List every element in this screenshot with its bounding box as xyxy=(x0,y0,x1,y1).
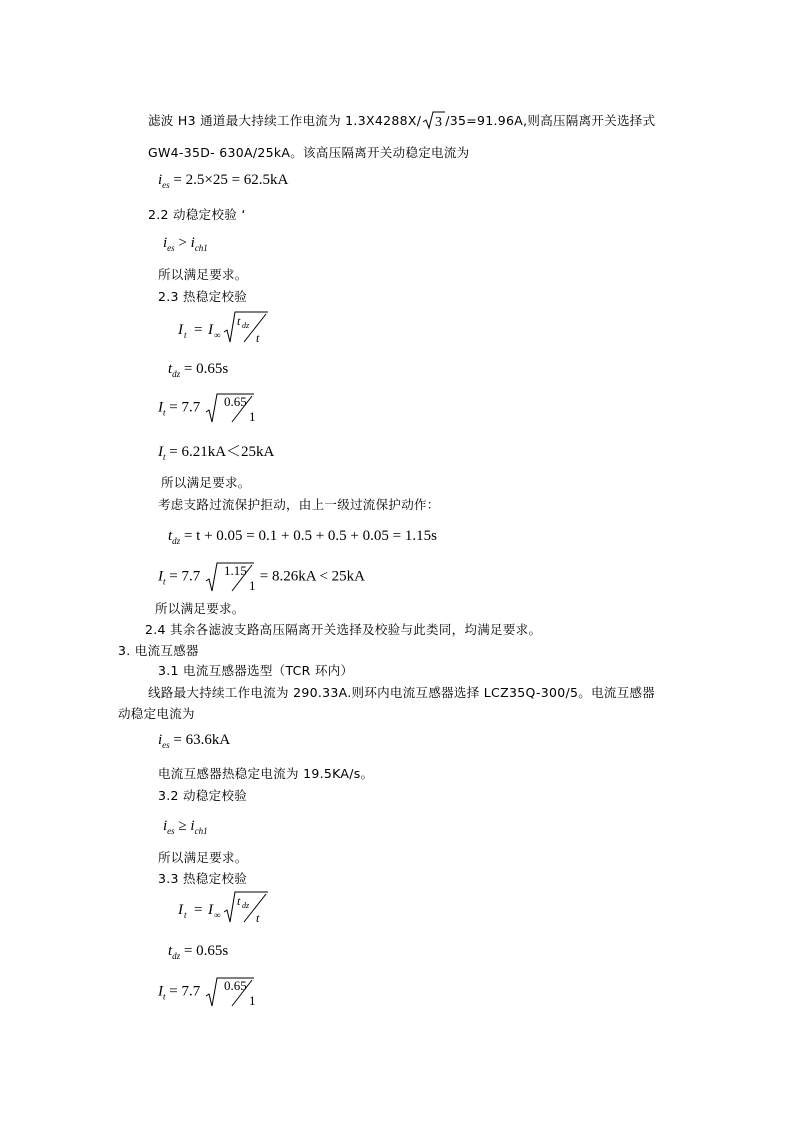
svg-text:t: t xyxy=(256,911,260,925)
svg-text:dz: dz xyxy=(242,321,250,330)
equation-ies-ct: $i_{es} = 63.6kA$ xyxy=(158,732,231,750)
equation-it-value-3: $I_t = 7.7$ xyxy=(158,976,256,1008)
svg-text:I: I xyxy=(208,902,213,918)
text-segment: /35=91.96A,则高压隔离开关选择式 xyxy=(445,113,656,128)
svg-text:=: = xyxy=(194,322,203,338)
equation-text: = 6.21kA＜25kA xyxy=(169,444,275,460)
svg-text:∞: ∞ xyxy=(214,910,221,920)
svg-text:I: I xyxy=(178,902,183,918)
fraction-denominator: 1 xyxy=(249,993,256,1008)
text-ct-dynamic: 动稳定电流为 xyxy=(118,706,195,721)
fraction-denominator: 1 xyxy=(249,578,256,593)
svg-text:=: = xyxy=(194,902,203,918)
formula-svg xyxy=(178,310,288,346)
equation-text: = 0.65s xyxy=(183,943,229,959)
sqrt-content: 3 xyxy=(435,115,443,130)
text-segment: 滤波 H3 通道最大持续工作电流为 1.3X4288X/ xyxy=(148,113,422,128)
fraction-numerator: 0.65 xyxy=(224,394,247,409)
text-line-1 xyxy=(148,110,655,130)
section-3-1-heading: 3.1 电流互感器选型（TCR 环内） xyxy=(158,663,354,678)
equation-text: = t + 0.05 = 0.1 + 0.5 + 0.5 + 0.05 = 1.15s xyxy=(183,528,437,544)
svg-text:dz: dz xyxy=(242,901,250,910)
text-backup-protection: 考虑支路过流保护拒动，由上一级过流保护动作： xyxy=(158,497,440,512)
section-3-2-heading: 3.2 动稳定校验 xyxy=(158,788,248,803)
equation-tdz-2: $t_{dz} = 0.65s$ xyxy=(168,943,229,961)
equation-tdz: $t_{dz} = 0.65s$ xyxy=(168,361,229,379)
text-conclusion-3: 所以满足要求。 xyxy=(155,601,245,616)
text-conclusion-4: 所以满足要求。 xyxy=(158,850,248,865)
sqrt-symbol xyxy=(421,110,445,130)
svg-text:t: t xyxy=(237,314,241,328)
fraction-numerator: 1.15 xyxy=(224,563,247,578)
section-3-heading: 3. 电流互感器 xyxy=(118,643,199,658)
equation-tdz-backup: $t_{dz} = t + 0.05 = 0.1 + 0.5 + 0.5 + 0.05 = 1.15s$ xyxy=(168,528,437,546)
text-conclusion-1: 所以满足要求。 xyxy=(158,267,248,282)
svg-text:t: t xyxy=(184,910,187,920)
operator: > xyxy=(178,235,187,251)
section-2-3-heading: 2.3 热稳定校验 xyxy=(158,289,248,304)
equation-ies-gt-ich1: $i_{es} > i_{ch1}$ xyxy=(163,235,208,253)
svg-text:t: t xyxy=(256,331,260,345)
section-2-4-text: 2.4 其余各滤波支路高压隔离开关选择及校验与此类同，均满足要求。 xyxy=(145,622,542,637)
svg-text:∞: ∞ xyxy=(214,330,221,340)
text-line-2: GW4-35D- 630A/25kA。该高压隔离开关动稳定电流为 xyxy=(148,145,470,160)
equation-it-value-1: $I_t = 7.7$ xyxy=(158,392,256,424)
text-conclusion-2: 所以满足要求。 xyxy=(161,475,251,490)
formula-svg xyxy=(178,890,288,926)
svg-text:t: t xyxy=(237,894,241,908)
fraction-denominator: 1 xyxy=(249,409,256,424)
equation-it-formula xyxy=(178,310,288,351)
equation-text: = 7.7 xyxy=(169,568,201,585)
fraction-numerator: 0.65 xyxy=(224,978,247,993)
equation-text: = 7.7 xyxy=(169,983,201,1000)
equation-it-formula-2 xyxy=(178,890,288,931)
equation-text: = 7.7 xyxy=(169,399,201,416)
equation-text: = 2.5×25 = 62.5kA xyxy=(173,172,289,188)
operator: ≥ xyxy=(178,818,187,834)
equation-text: = 8.26kA < 25kA xyxy=(259,568,365,585)
text-ct-selection: 线路最大持续工作电流为 290.33A.则环内电流互感器选择 LCZ35Q-300/5。电流互感器 xyxy=(148,685,656,700)
section-2-2-heading: 2.2 动稳定校验 ‘ xyxy=(148,207,246,222)
equation-it-value-2: $I_t = 7.7$ = 8.26kA < 25kA xyxy=(158,561,365,593)
svg-text:I: I xyxy=(178,322,183,338)
section-3-3-heading: 3.3 热稳定校验 xyxy=(158,871,248,886)
svg-text:I: I xyxy=(208,322,213,338)
equation-ies: $i_{es} = 2.5\times 25 = 62.5kA$ xyxy=(158,172,289,190)
equation-text: = 0.65s xyxy=(183,361,229,377)
equation-it-result-1: $I_t = 6.21kA<25kA$ xyxy=(158,444,275,462)
equation-ies-ge-ich1: $i_{es} \ge i_{ch1}$ xyxy=(163,818,208,836)
text-ct-thermal: 电流互感器热稳定电流为 19.5KA/s。 xyxy=(158,766,374,781)
svg-text:t: t xyxy=(184,330,187,340)
equation-text: = 63.6kA xyxy=(173,732,231,748)
